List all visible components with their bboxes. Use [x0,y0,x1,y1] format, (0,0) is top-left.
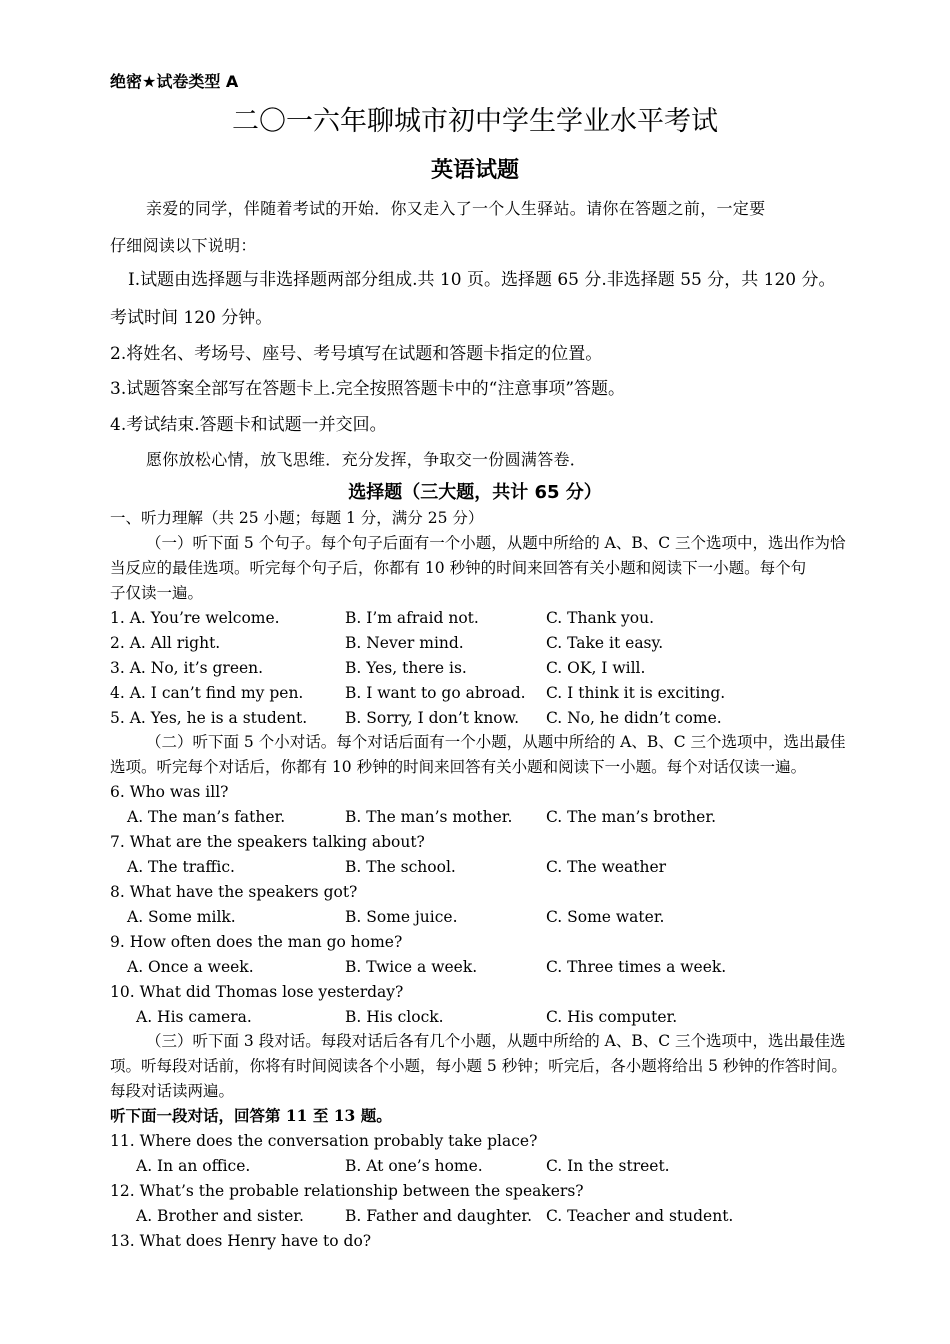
option-b: B. I’m afraid not. [345,609,479,627]
question-6-options [0,806,950,828]
option-a: A. Some milk. [127,908,236,926]
question-row-4 [0,682,950,704]
confidential-label: 绝密★试卷类型 A [110,72,239,91]
option-b: B. I want to go abroad. [345,684,526,702]
option-c: C. The man’s brother. [546,808,716,826]
option-b: B. The school. [345,858,456,876]
part-b-instruction-1: （二）听下面 5 个小对话。每个对话后面有一个小题，从题中所给的 A、B、C 三个选项中，选出最佳 [146,733,846,751]
part-b-instruction-2: 选项。听完每个对话后，你都有 10 秒钟的时间来回答有关小题和阅读下一小题。每个对话仅读一遍。 [110,758,807,776]
option-c: C. No, he didn’t come. [546,709,722,727]
part-a-instruction-1: （一）听下面 5 个句子。每个句子后面有一个小题，从题中所给的 A、B、C 三个选项中，选出作为恰 [146,534,846,552]
question-11-options [0,1155,950,1177]
option-a: A. The man’s father. [127,808,286,826]
option-c: C. OK, I will. [546,659,646,677]
option-b: B. His clock. [345,1008,444,1026]
part-a-instruction-2: 当反应的最佳选项。听完每个句子后，你都有 10 秒钟的时间来回答有关小题和阅读下一小题。每个句 [110,559,807,577]
exam-subtitle: 英语试题 [430,158,519,183]
part1-heading: 一、听力理解（共 25 小题；每题 1 分，满分 25 分） [110,509,484,527]
intro-greeting-line2: 仔细阅读以下说明： [110,236,257,255]
question-7-options [0,856,950,878]
option-b: B. Some juice. [345,908,458,926]
option-a: 3. A. No, it’s green. [110,659,264,677]
part-c-instruction-1: （三）听下面 3 段对话。每段对话后各有几个小题，从题中所给的 A、B、C 三个选项中，选出最佳选 [146,1032,846,1050]
question-8-options [0,906,950,928]
question-13: 13. What does Henry have to do? [110,1232,372,1250]
question-9: 9. How often does the man go home? [110,933,403,951]
question-8: 8. What have the speakers got? [110,883,358,901]
question-row-3 [0,657,950,679]
question-7: 7. What are the speakers talking about? [110,833,425,851]
question-row-5 [0,707,950,729]
part-c-instruction-3: 每段对话读两遍。 [110,1082,235,1100]
question-6: 6. Who was ill? [110,783,229,801]
question-10-options [0,1006,950,1028]
option-a: 5. A. Yes, he is a student. [110,709,308,727]
instruction-4: 4.考试结束.答题卡和试题一并交回。 [110,415,387,435]
option-c: C. Teacher and student. [546,1207,734,1225]
option-b: B. Twice a week. [345,958,478,976]
option-b: B. Father and daughter. [345,1207,533,1225]
option-c: C. Some water. [546,908,665,926]
option-a: 2. A. All right. [110,634,221,652]
intro-wish: 愿你放松心情，放飞思维．充分发挥，争取交一份圆满答卷． [146,450,587,469]
section-title: 选择题（三大题，共计 65 分） [348,482,602,503]
option-c: C. The weather [546,858,667,876]
question-row-1 [0,607,950,629]
option-a: A. His camera. [136,1008,252,1026]
option-b: B. Never mind. [345,634,464,652]
option-c: C. Thank you. [546,609,655,627]
option-b: B. At one’s home. [345,1157,483,1175]
option-c: C. In the street. [546,1157,670,1175]
option-a: A. Once a week. [127,958,254,976]
instruction-1-line2: 考试时间 120 分钟。 [110,308,273,328]
option-c: C. Take it easy. [546,634,664,652]
intro-greeting-line1: 亲爱的同学，伴随着考试的开始．你又走入了一个人生驿站。请你在答题之前，一定要 [146,199,766,218]
option-c: C. His computer. [546,1008,678,1026]
option-a: A. Brother and sister. [136,1207,304,1225]
option-a: A. In an office. [136,1157,251,1175]
dialogue-1-heading: 听下面一段对话，回答第 11 至 13 题。 [110,1106,392,1125]
instruction-1-line1: I.试题由选择题与非选择题两部分组成.共 10 页。选择题 65 分.非选择题 55 分，共 120 分。 [128,270,836,290]
instruction-3: 3.试题答案全部写在答题卡上.完全按照答题卡中的“注意事项”答题。 [110,379,626,399]
option-c: C. Three times a week. [546,958,727,976]
option-a: A. The traffic. [127,858,235,876]
option-b: B. Yes, there is. [345,659,467,677]
part-c-instruction-2: 项。听每段对话前，你将有时间阅读各个小题，每小题 5 秒钟；听完后，各小题将给出 5 秒钟的作答时间。 [110,1057,847,1075]
question-9-options [0,956,950,978]
exam-title: 二〇一六年聊城市初中学生学业水平考试 [232,106,718,137]
question-12: 12. What’s the probable relationship between the speakers? [110,1182,584,1200]
instruction-2: 2.将姓名、考场号、座号、考号填写在试题和答题卡指定的位置。 [110,344,603,364]
question-11: 11. Where does the conversation probably take place? [110,1132,538,1150]
option-c: C. I think it is exciting. [546,684,726,702]
option-b: B. Sorry, I don’t know. [345,709,519,727]
question-12-options [0,1205,950,1227]
question-10: 10. What did Thomas lose yesterday? [110,983,404,1001]
option-a: 4. A. I can’t find my pen. [110,684,304,702]
option-b: B. The man’s mother. [345,808,513,826]
question-row-2 [0,632,950,654]
option-a: 1. A. You’re welcome. [110,609,280,627]
part-a-instruction-3: 子仅读一遍。 [110,584,204,602]
